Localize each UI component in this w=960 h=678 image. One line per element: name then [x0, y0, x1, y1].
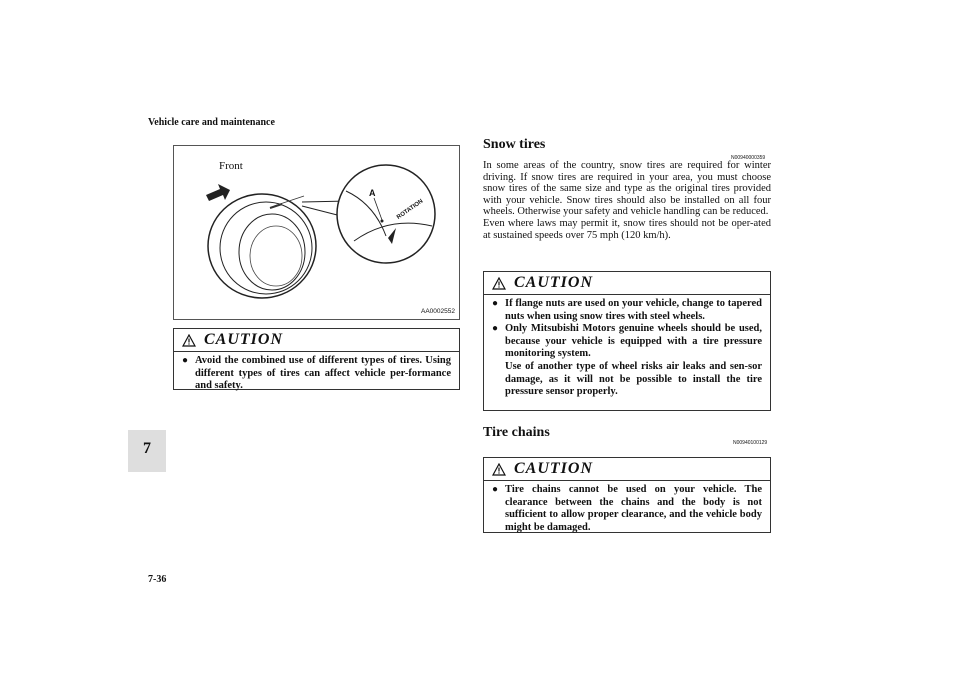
paragraph: In some areas of the country, snow tires are required for winter driving. If snow tires are required in your area, you must choose snow tires of the same size and type as the original tires provided with your vehicle. Snow tires should also be installed on all four wheels. Otherwise your safety and vehicle handling can be reduced. [483, 160, 771, 218]
caution-item: ● Tire chains cannot be used on your vehicle. The clearance between the chains and the body is not sufficient to allow proper clearance, and the vehicle body might be damaged. [492, 484, 762, 533]
caution-header [484, 458, 770, 481]
caution-title: CAUTION [204, 331, 284, 348]
caution-item: ● If flange nuts are used on your vehicle, change to tapered nuts when using snow tires with steel wheels. [492, 298, 762, 322]
warning-triangle-icon [492, 277, 506, 290]
front-arrow-icon [206, 184, 230, 201]
snow-tires-heading: Snow tires [483, 137, 546, 152]
tire-chains-ref: N00940100129 [733, 440, 768, 446]
caution-item: ● Avoid the combined use of different types of tires. Using different types of tires can affect vehicle per-formance and safety. [182, 355, 451, 392]
caution-header [174, 329, 459, 352]
caution-title: CAUTION [514, 274, 594, 291]
caution-box-mixed-tires [173, 328, 460, 390]
caution-header [484, 272, 770, 295]
rotation-marking: ROTATION [396, 198, 425, 221]
caution-title: CAUTION [514, 460, 594, 477]
paragraph: Even where laws may permit it, snow tires should not be oper-ated at sustained speeds over 75 mph (120 km/h). [483, 217, 771, 241]
caution-box-snow-tires [483, 271, 771, 411]
warning-triangle-icon [492, 463, 506, 476]
snow-tires-ref: N00940000359 [731, 155, 766, 161]
warning-triangle-icon [182, 334, 196, 347]
running-header: Vehicle care and maintenance [148, 117, 275, 128]
tire-chains-heading: Tire chains [483, 425, 550, 440]
tire-drawing [174, 146, 461, 321]
figure-code: AA0002552 [421, 308, 455, 315]
caution-item-continuation: Use of another type of wheel risks air leaks and sen-sor damage, as it will not be possible to install the tire pressure sensor properly. [505, 360, 762, 398]
front-label: Front [219, 160, 243, 172]
page-number: 7-36 [148, 574, 167, 585]
tire-rotation-illustration [173, 145, 460, 320]
snow-tires-body [483, 160, 771, 241]
chapter-tab: 7 [128, 430, 166, 472]
caution-box-tire-chains [483, 457, 771, 533]
caution-item: ● Only Mitsubishi Motors genuine wheels should be used, because your vehicle is equipped with a tire pressure monitoring system. [492, 323, 762, 360]
callout-a-label: A [369, 188, 376, 198]
